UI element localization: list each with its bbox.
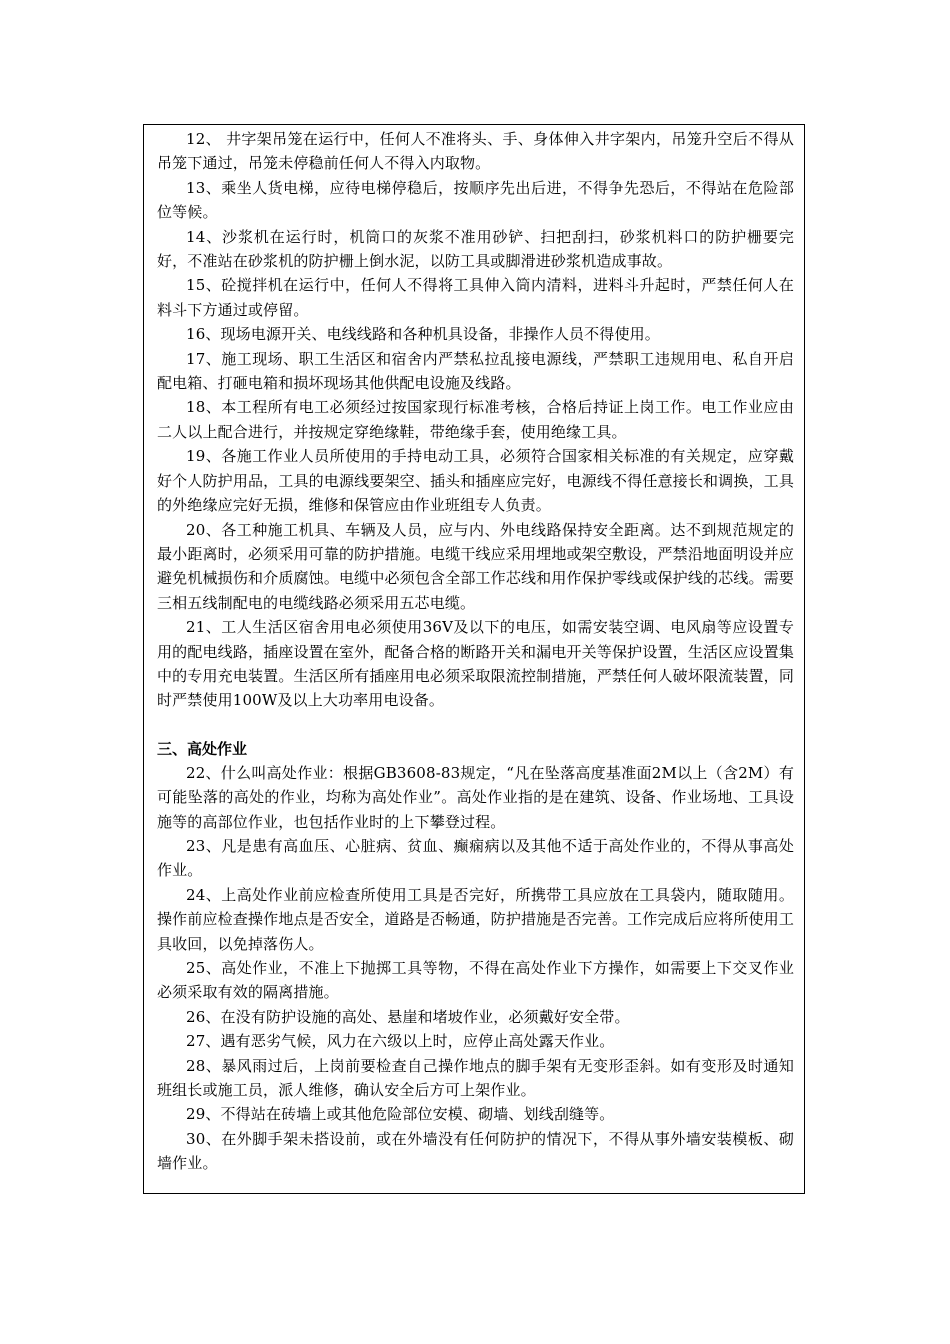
paragraph-15: 15、砼搅拌机在运行中，任何人不得将工具伸入筒内清料，进料斗升起时，严禁任何人在料斗下方通过或停留。 bbox=[157, 276, 794, 319]
paragraph-26: 26、在没有防护设施的高处、悬崖和堵坡作业，必须戴好安全带。 bbox=[186, 1007, 630, 1026]
paragraph-20: 20、各工种施工机具、车辆及人员，应与内、外电线路保持安全距离。达不到规范规定的最小距离时，必须采用可靠的防护措施。电缆干线应采用埋地或架空敷设，严禁沿地面明设并应避免机械损伤和介质腐蚀。电缆中必须包含全部工作芯线和用作保护零线或保护线的芯线。需要三相五线制配电的电缆线路必须采用五芯电缆。 bbox=[157, 520, 794, 612]
content-table-cell bbox=[143, 124, 805, 1194]
paragraph-12: 12、 井字架吊笼在运行中，任何人不准将头、手、身体伸入井字架内，吊笼升空后不得从吊笼下通过，吊笼未停稳前任何人不得入内取物。 bbox=[157, 130, 794, 173]
paragraph-19: 19、各施工作业人员所使用的手持电动工具，必须符合国家相关标准的有关规定，应穿戴好个人防护用品，工具的电源线要架空、插头和插座应完好，电源线不得任意接长和调换，工具的外绝缘应完好无损，维修和保管应由作业班组专人负责。 bbox=[157, 447, 794, 515]
paragraph-16: 16、现场电源开关、电线线路和各种机具设备，非操作人员不得使用。 bbox=[186, 325, 660, 344]
paragraph-14: 14、沙浆机在运行时，机筒口的灰浆不准用砂铲、扫把刮扫，砂浆机料口的防护栅要完好，不准站在砂浆机的防护栅上倒水泥，以防工具或脚滑进砂浆机造成事故。 bbox=[157, 227, 794, 271]
paragraph-30: 30、在外脚手架未搭设前，或在外墙没有任何防护的情况下，不得从事外墙安装模板、砌墙作业。 bbox=[157, 1129, 794, 1173]
paragraph-21: 21、工人生活区宿舍用电必须使用36V及以下的电压，如需安装空调、电风扇等应设置专用的配电线路，插座设置在室外，配备合格的断路开关和漏电开关等保护设置，生活区应设置集中的专用充电装置。生活区所有插座用电必须采取限流控制措施，严禁任何人破坏限流装置，同时严禁使用100W及以上大功率用电设备。 bbox=[157, 618, 794, 710]
paragraph-17: 17、施工现场、职工生活区和宿舍内严禁私拉乱接电源线，严禁职工违规用电、私自开启配电箱、打砸电箱和损坏现场其他供配电设施及线路。 bbox=[157, 349, 794, 393]
paragraph-25: 25、高处作业，不准上下抛掷工具等物，不得在高处作业下方操作，如需要上下交叉作业必须采取有效的隔离措施。 bbox=[157, 959, 794, 1002]
paragraph-22: 22、什么叫高处作业：根据GB3608-83规定，“凡在坠落高度基准面2M以上（含2M）有可能坠落的高处的作业，均称为高处作业”。高处作业指的是在建筑、设备、作业场地、工具设施等的高部位作业，也包括作业时的上下攀登过程。 bbox=[157, 763, 794, 831]
paragraph-28: 28、暴风雨过后，上岗前要检查自己操作地点的脚手架有无变形歪斜。如有变形及时通知班组长或施工员，派人维修，确认安全后方可上架作业。 bbox=[157, 1056, 794, 1100]
paragraph-18: 18、本工程所有电工必须经过按国家现行标准考核，合格后持证上岗工作。电工作业应由二人以上配合进行，并按规定穿绝缘鞋，带绝缘手套，使用绝缘工具。 bbox=[157, 398, 794, 441]
paragraph-24: 24、上高处作业前应检查所使用工具是否完好，所携带工具应放在工具袋内，随取随用。操作前应检查操作地点是否安全，道路是否畅通，防护措施是否完善。工作完成后应将所使用工具收回，以免掉落伤人。 bbox=[157, 885, 794, 953]
paragraph-13: 13、乘坐人货电梯，应待电梯停稳后，按顺序先出后进，不得争先恐后，不得站在危险部位等候。 bbox=[157, 178, 794, 222]
paragraph-29: 29、不得站在砖墙上或其他危险部位安模、砌墙、划线刮缝等。 bbox=[186, 1105, 615, 1124]
section-heading: 三、高处作业 bbox=[157, 739, 248, 758]
paragraph-27: 27、遇有恶劣气候，风力在六级以上时，应停止高处露天作业。 bbox=[186, 1032, 615, 1051]
paragraph-23: 23、凡是患有高血压、心脏病、贫血、癫痫病以及其他不适于高处作业的，不得从事高处作业。 bbox=[157, 836, 794, 880]
